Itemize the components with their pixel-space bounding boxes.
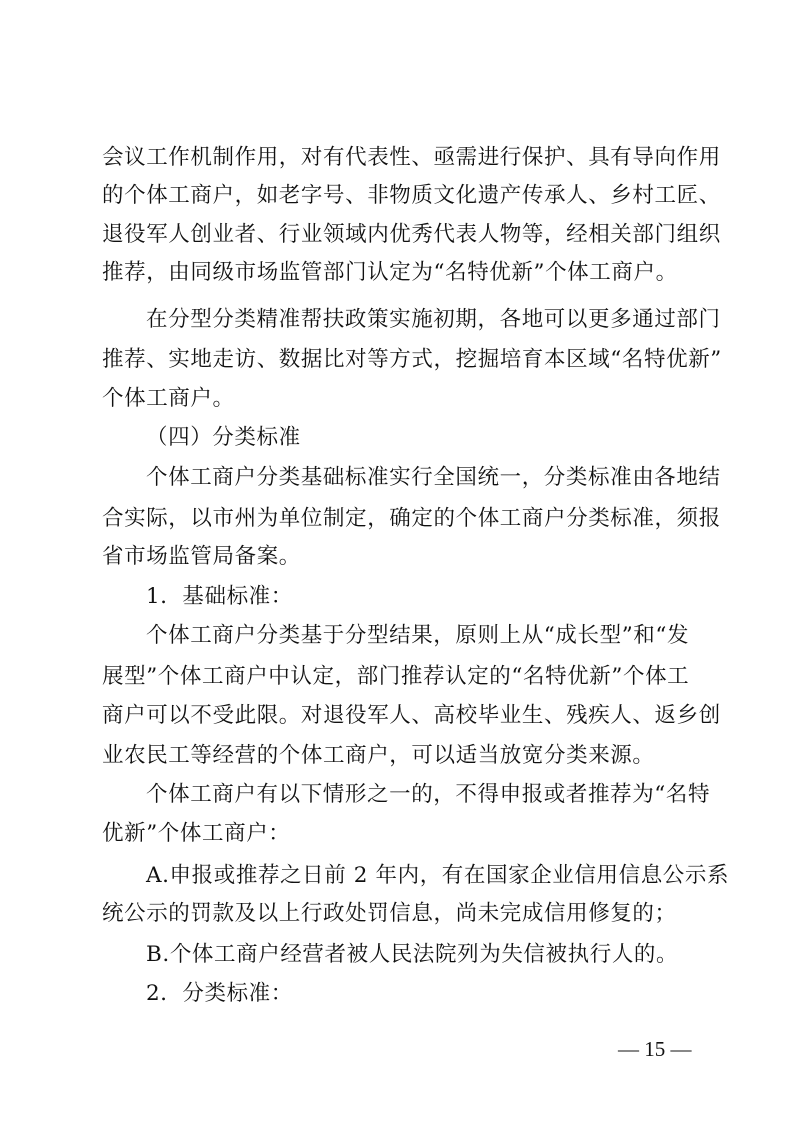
subsection-heading-2: 2．分类标准： <box>146 981 293 1006</box>
text-line-1: 会议工作机制作用，对有代表性、亟需进行保护、具有导向作用 <box>102 145 721 170</box>
text-line-15: 商户可以不受此限。对退役军人、高校毕业生、残疾人、返乡创 <box>102 703 721 728</box>
text-line-3: 退役军人创业者、行业领域内优秀代表人物等，经相关部门组织 <box>102 222 721 247</box>
text-line-17: 个体工商户有以下情形之一的，不得申报或者推荐为“名特 <box>146 782 711 807</box>
text-line-11: 省市场监管局备案。 <box>102 544 301 569</box>
text-line-2: 的个体工商户，如老字号、非物质文化遗产传承人、乡村工匠、 <box>102 183 721 208</box>
text-line-20: 统公示的罚款及以上行政处罚信息，尚未完成信用修复的； <box>102 901 677 926</box>
text-line-18: 优新”个体工商户： <box>102 821 291 846</box>
text-line-7: 个体工商户。 <box>102 386 235 411</box>
page-number: — 15 — <box>618 1037 692 1061</box>
text-line-14: 展型”个体工商户中认定，部门推荐认定的“名特优新”个体工 <box>102 664 690 689</box>
text-line-21: B.个体工商户经营者被人民法院列为失信被执行人的。 <box>146 942 679 967</box>
text-line-6: 推荐、实地走访、数据比对等方式，挖掘培育本区域“名特优新” <box>102 347 722 372</box>
text-line-4: 推荐，由同级市场监管部门认定为“名特优新”个体工商户。 <box>102 260 678 285</box>
text-line-10: 合实际，以市州为单位制定，确定的个体工商户分类标准，须报 <box>102 506 721 531</box>
subsection-heading-1: 1．基础标准： <box>146 584 293 609</box>
text-line-16: 业农民工等经营的个体工商户，可以适当放宽分类来源。 <box>102 743 655 768</box>
text-line-19: A.申报或推荐之日前 2 年内，有在国家企业信用信息公示系 <box>146 863 730 888</box>
text-line-9: 个体工商户分类基础标准实行全国统一，分类标准由各地结 <box>146 465 721 490</box>
section-heading: （四）分类标准 <box>146 425 301 450</box>
text-line-13: 个体工商户分类基于分型结果，原则上从“成长型”和“发 <box>146 623 690 648</box>
text-line-5: 在分型分类精准帮扶政策实施初期，各地可以更多通过部门 <box>146 307 721 332</box>
